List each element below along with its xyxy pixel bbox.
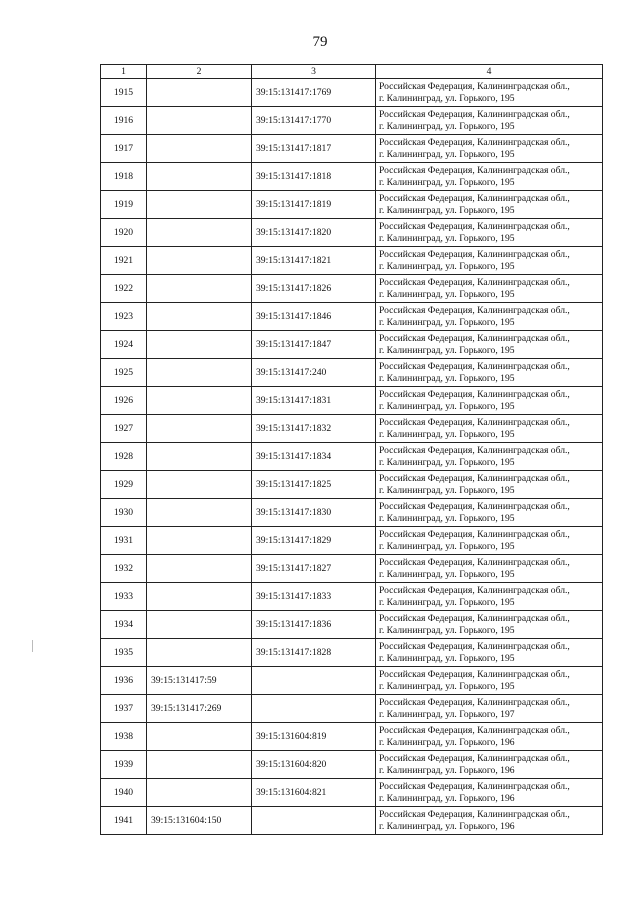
column-2-cell: [147, 219, 252, 247]
address-line-1: Российская Федерация, Калининградская обл.,: [379, 361, 570, 372]
address-line-1: Российская Федерация, Калининградская обл.,: [379, 249, 570, 260]
address-line-1: Российская Федерация, Калининградская обл.,: [379, 137, 570, 148]
column-3-cell: 39:15:131417:1847: [252, 331, 376, 359]
row-number-cell: 1915: [101, 79, 147, 107]
table-row: [101, 275, 603, 303]
address-line-1: Российская Федерация, Калининградская обл.,: [379, 725, 570, 736]
table-body: [101, 79, 603, 835]
address-line-1: Российская Федерация, Калининградская обл.,: [379, 109, 570, 120]
address-cell: [376, 639, 603, 667]
table-row: [101, 723, 603, 751]
address-line-1: Российская Федерация, Калининградская обл.,: [379, 585, 570, 596]
address-line-1: Российская Федерация, Калининградская обл.,: [379, 781, 570, 792]
address-line-2: г. Калининград, ул. Горького, 195: [379, 428, 515, 440]
table-header-row: [101, 65, 603, 79]
address-cell: [376, 583, 603, 611]
address-line-1: Российская Федерация, Калининградская обл.,: [379, 333, 570, 344]
table-row: [101, 219, 603, 247]
address-cell: [376, 611, 603, 639]
row-number-cell: 1933: [101, 583, 147, 611]
column-2-cell: [147, 331, 252, 359]
row-number-cell: 1930: [101, 499, 147, 527]
address-cell: [376, 751, 603, 779]
address-line-1: Российская Федерация, Калининградская обл.,: [379, 697, 570, 708]
address-line-2: г. Калининград, ул. Горького, 197: [379, 708, 515, 720]
row-number-cell: 1929: [101, 471, 147, 499]
table-row: [101, 107, 603, 135]
column-2-cell: [147, 107, 252, 135]
table-row: [101, 331, 603, 359]
address-cell: [376, 135, 603, 163]
table-row: [101, 359, 603, 387]
table-row: [101, 583, 603, 611]
address-line-2: г. Калининград, ул. Горького, 195: [379, 288, 515, 300]
address-line-2: г. Калининград, ул. Горького, 195: [379, 120, 515, 132]
address-line-1: Российская Федерация, Калининградская обл.,: [379, 641, 570, 652]
address-line-2: г. Калининград, ул. Горького, 195: [379, 344, 515, 356]
row-number-cell: 1931: [101, 527, 147, 555]
row-number-cell: 1921: [101, 247, 147, 275]
address-line-2: г. Калининград, ул. Горького, 195: [379, 232, 515, 244]
address-line-2: г. Калининград, ул. Горького, 195: [379, 372, 515, 384]
table-row: [101, 247, 603, 275]
table-row: [101, 667, 603, 695]
address-line-2: г. Калининград, ул. Горького, 195: [379, 596, 515, 608]
address-line-1: Российская Федерация, Калининградская обл.,: [379, 417, 570, 428]
table-row: [101, 527, 603, 555]
row-number-cell: 1918: [101, 163, 147, 191]
column-2-cell: [147, 639, 252, 667]
address-line-1: Российская Федерация, Калининградская обл.,: [379, 529, 570, 540]
column-3-cell: 39:15:131417:1820: [252, 219, 376, 247]
column-3-cell: 39:15:131417:1818: [252, 163, 376, 191]
column-3-cell: 39:15:131604:819: [252, 723, 376, 751]
address-line-2: г. Калининград, ул. Горького, 195: [379, 260, 515, 272]
address-cell: [376, 723, 603, 751]
column-3-cell: 39:15:131417:1828: [252, 639, 376, 667]
address-line-1: Российская Федерация, Калининградская обл.,: [379, 753, 570, 764]
table-row: [101, 443, 603, 471]
column-3-cell: [252, 667, 376, 695]
column-2-cell: [147, 387, 252, 415]
column-3-cell: 39:15:131604:820: [252, 751, 376, 779]
address-line-2: г. Калининград, ул. Горького, 195: [379, 484, 515, 496]
address-line-2: г. Калининград, ул. Горького, 195: [379, 204, 515, 216]
table-row: [101, 695, 603, 723]
table-row: [101, 471, 603, 499]
address-cell: [376, 527, 603, 555]
address-cell: [376, 779, 603, 807]
column-3-cell: 39:15:131417:1826: [252, 275, 376, 303]
address-cell: [376, 219, 603, 247]
address-line-1: Российская Федерация, Калининградская обл.,: [379, 501, 570, 512]
column-3-cell: 39:15:131417:1769: [252, 79, 376, 107]
row-number-cell: 1919: [101, 191, 147, 219]
row-number-cell: 1924: [101, 331, 147, 359]
column-3-cell: 39:15:131417:1829: [252, 527, 376, 555]
column-3-cell: 39:15:131417:1819: [252, 191, 376, 219]
address-line-2: г. Калининград, ул. Горького, 196: [379, 764, 515, 776]
address-line-2: г. Калининград, ул. Горького, 195: [379, 680, 515, 692]
column-3-cell: 39:15:131417:1817: [252, 135, 376, 163]
column-2-cell: 39:15:131417:269: [147, 695, 252, 723]
address-line-2: г. Калининград, ул. Горького, 195: [379, 92, 515, 104]
column-2-cell: [147, 163, 252, 191]
column-2-cell: [147, 611, 252, 639]
address-line-2: г. Калининград, ул. Горького, 195: [379, 512, 515, 524]
address-line-2: г. Калининград, ул. Горького, 195: [379, 176, 515, 188]
table-row: [101, 639, 603, 667]
row-number-cell: 1916: [101, 107, 147, 135]
address-line-2: г. Калининград, ул. Горького, 196: [379, 736, 515, 748]
address-line-2: г. Калининград, ул. Горького, 196: [379, 820, 515, 832]
table-row: [101, 611, 603, 639]
address-cell: [376, 667, 603, 695]
address-cell: [376, 471, 603, 499]
address-cell: [376, 415, 603, 443]
page-number: 79: [312, 34, 328, 50]
row-number-cell: 1920: [101, 219, 147, 247]
address-line-1: Российская Федерация, Калининградская обл.,: [379, 305, 570, 316]
row-number-cell: 1922: [101, 275, 147, 303]
column-2-cell: [147, 247, 252, 275]
address-line-1: Российская Федерация, Калининградская обл.,: [379, 277, 570, 288]
column-2-cell: 39:15:131417:59: [147, 667, 252, 695]
column-3-cell: 39:15:131417:1821: [252, 247, 376, 275]
address-line-2: г. Калининград, ул. Горького, 195: [379, 540, 515, 552]
address-cell: [376, 443, 603, 471]
column-3-cell: 39:15:131417:1825: [252, 471, 376, 499]
address-line-1: Российская Федерация, Калининградская обл.,: [379, 669, 570, 680]
address-line-1: Российская Федерация, Калининградская обл.,: [379, 221, 570, 232]
table-row: [101, 387, 603, 415]
scan-edge-mark: [32, 640, 33, 652]
column-3-cell: 39:15:131417:1770: [252, 107, 376, 135]
address-cell: [376, 331, 603, 359]
row-number-cell: 1939: [101, 751, 147, 779]
row-number-cell: 1917: [101, 135, 147, 163]
column-3-cell: 39:15:131417:1836: [252, 611, 376, 639]
row-number-cell: 1937: [101, 695, 147, 723]
column-header-4: 4: [376, 65, 603, 79]
table-row: [101, 191, 603, 219]
address-cell: [376, 695, 603, 723]
address-line-2: г. Калининград, ул. Горького, 195: [379, 652, 515, 664]
address-cell: [376, 499, 603, 527]
column-3-cell: 39:15:131417:1832: [252, 415, 376, 443]
column-2-cell: [147, 723, 252, 751]
address-line-2: г. Калининград, ул. Горького, 195: [379, 624, 515, 636]
column-2-cell: [147, 751, 252, 779]
column-2-cell: [147, 415, 252, 443]
table-row: [101, 807, 603, 835]
address-cell: [376, 275, 603, 303]
address-line-1: Российская Федерация, Калининградская обл.,: [379, 81, 570, 92]
row-number-cell: 1925: [101, 359, 147, 387]
address-cell: [376, 387, 603, 415]
row-number-cell: 1935: [101, 639, 147, 667]
column-2-cell: [147, 527, 252, 555]
table-row: [101, 499, 603, 527]
column-3-cell: 39:15:131417:1827: [252, 555, 376, 583]
address-line-1: Российская Федерация, Калининградская обл.,: [379, 389, 570, 400]
address-cell: [376, 555, 603, 583]
address-line-2: г. Калининград, ул. Горького, 195: [379, 456, 515, 468]
row-number-cell: 1940: [101, 779, 147, 807]
table-row: [101, 751, 603, 779]
row-number-cell: 1936: [101, 667, 147, 695]
column-3-cell: 39:15:131417:1834: [252, 443, 376, 471]
row-number-cell: 1927: [101, 415, 147, 443]
table-row: [101, 163, 603, 191]
table-row: [101, 135, 603, 163]
row-number-cell: 1941: [101, 807, 147, 835]
column-3-cell: 39:15:131417:1846: [252, 303, 376, 331]
column-3-cell: 39:15:131604:821: [252, 779, 376, 807]
column-2-cell: [147, 499, 252, 527]
column-2-cell: [147, 275, 252, 303]
address-line-2: г. Калининград, ул. Горького, 195: [379, 316, 515, 328]
address-cell: [376, 359, 603, 387]
row-number-cell: 1923: [101, 303, 147, 331]
column-3-cell: [252, 807, 376, 835]
table-row: [101, 779, 603, 807]
address-line-2: г. Калининград, ул. Горького, 195: [379, 400, 515, 412]
row-number-cell: 1938: [101, 723, 147, 751]
address-cell: [376, 247, 603, 275]
column-3-cell: [252, 695, 376, 723]
table-row: [101, 415, 603, 443]
row-number-cell: 1928: [101, 443, 147, 471]
column-header-3: 3: [252, 65, 376, 79]
column-2-cell: [147, 471, 252, 499]
column-2-cell: [147, 135, 252, 163]
address-line-1: Российская Федерация, Калининградская обл.,: [379, 557, 570, 568]
column-2-cell: [147, 191, 252, 219]
address-line-1: Российская Федерация, Калининградская обл.,: [379, 445, 570, 456]
column-2-cell: [147, 583, 252, 611]
column-3-cell: 39:15:131417:1833: [252, 583, 376, 611]
column-2-cell: [147, 555, 252, 583]
address-cell: [376, 107, 603, 135]
address-line-1: Российская Федерация, Калининградская обл.,: [379, 613, 570, 624]
address-line-1: Российская Федерация, Калининградская обл.,: [379, 809, 570, 820]
address-cell: [376, 191, 603, 219]
column-3-cell: 39:15:131417:1831: [252, 387, 376, 415]
column-3-cell: 39:15:131417:1830: [252, 499, 376, 527]
address-cell: [376, 163, 603, 191]
registry-table: [100, 64, 603, 835]
table-row: [101, 303, 603, 331]
row-number-cell: 1926: [101, 387, 147, 415]
column-2-cell: [147, 443, 252, 471]
address-line-1: Российская Федерация, Калининградская обл.,: [379, 165, 570, 176]
column-3-cell: 39:15:131417:240: [252, 359, 376, 387]
address-line-2: г. Калининград, ул. Горького, 196: [379, 792, 515, 804]
address-line-1: Российская Федерация, Калининградская обл.,: [379, 473, 570, 484]
table-row: [101, 79, 603, 107]
column-2-cell: [147, 359, 252, 387]
column-header-2: 2: [147, 65, 252, 79]
table-row: [101, 555, 603, 583]
address-line-1: Российская Федерация, Калининградская обл.,: [379, 193, 570, 204]
address-line-2: г. Калининград, ул. Горького, 195: [379, 568, 515, 580]
column-2-cell: [147, 779, 252, 807]
column-2-cell: [147, 303, 252, 331]
column-header-1: 1: [101, 65, 147, 79]
address-line-2: г. Калининград, ул. Горького, 195: [379, 148, 515, 160]
address-cell: [376, 807, 603, 835]
column-2-cell: [147, 79, 252, 107]
address-cell: [376, 79, 603, 107]
row-number-cell: 1932: [101, 555, 147, 583]
address-cell: [376, 303, 603, 331]
column-2-cell: 39:15:131604:150: [147, 807, 252, 835]
row-number-cell: 1934: [101, 611, 147, 639]
